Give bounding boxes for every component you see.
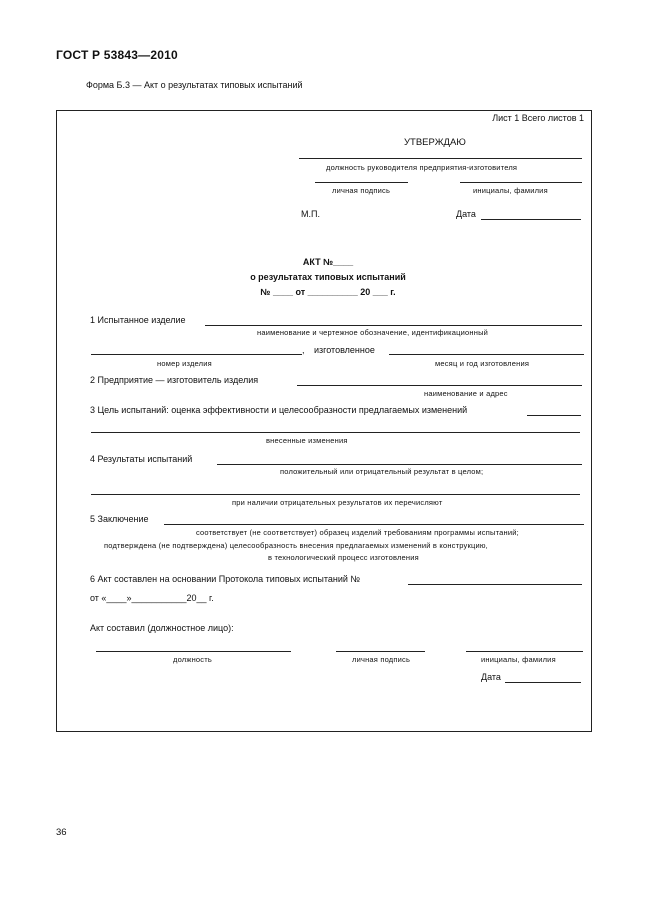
approve-position-caption: должность руководителя предприятия-изготовителя — [326, 163, 518, 172]
approve-date-line[interactable] — [481, 219, 581, 220]
item4-caption2: при наличии отрицательных результатов их перечисляют — [232, 498, 443, 507]
item3-line-b[interactable] — [91, 432, 580, 433]
approve-position-line[interactable] — [299, 158, 582, 159]
author-label: Акт составил (должностное лицо): — [90, 623, 234, 633]
item1-made-label: изготовленное — [314, 345, 375, 355]
item1-label: 1 Испытанное изделие — [90, 315, 186, 325]
item1-number-caption: номер изделия — [157, 359, 212, 368]
author-position-caption: должность — [173, 655, 212, 664]
item1-made-caption: месяц и год изготовления — [435, 359, 530, 368]
item1-number-line[interactable] — [91, 354, 302, 355]
item5-caption1: соответствует (не соответствует) образец изделий требованиям программы испытаний; — [196, 528, 519, 537]
page-number: 36 — [56, 827, 67, 838]
item1-made-line[interactable] — [389, 354, 584, 355]
sheet-count: Лист 1 Всего листов 1 — [492, 113, 584, 123]
form-frame — [56, 110, 592, 732]
author-name-line[interactable] — [466, 651, 583, 652]
item1-caption: наименование и чертежное обозначение, идентификационный — [257, 328, 489, 337]
item1-product-line[interactable] — [205, 325, 582, 326]
act-title: АКТ №____ — [302, 257, 354, 267]
approve-signature-caption: личная подпись — [332, 186, 391, 195]
standard-header: ГОСТ Р 53843—2010 — [56, 48, 178, 62]
item5-caption2: подтверждена (не подтверждена) целесообразность внесения предлагаемых изменений в конструкцию, — [104, 541, 488, 550]
item4-caption1: положительный или отрицательный результат в целом; — [280, 467, 484, 476]
approve-name-line[interactable] — [460, 182, 582, 183]
item6-line[interactable] — [408, 584, 582, 585]
form-title: Форма Б.3 — Акт о результатах типовых испытаний — [86, 80, 303, 90]
author-date-line[interactable] — [505, 682, 581, 683]
item4-label: 4 Результаты испытаний — [90, 454, 193, 464]
item5-label: 5 Заключение — [90, 514, 149, 524]
author-name-caption: инициалы, фамилия — [481, 655, 556, 664]
item3-caption: внесенные изменения — [266, 436, 348, 445]
approve-signature-line[interactable] — [315, 182, 408, 183]
item6-label: 6 Акт составлен на основании Протокола типовых испытаний № — [90, 574, 361, 584]
item2-label: 2 Предприятие — изготовитель изделия — [90, 375, 259, 385]
item3-line-a[interactable] — [527, 415, 581, 416]
item5-line[interactable] — [164, 524, 584, 525]
act-subtitle: о результатах типовых испытаний — [250, 272, 406, 282]
stamp-label: М.П. — [301, 209, 320, 219]
author-signature-line[interactable] — [336, 651, 425, 652]
item4-line-a[interactable] — [217, 464, 582, 465]
item1-comma: , — [302, 345, 305, 355]
item5-caption3: в технологический процесс изготовления — [268, 553, 419, 562]
item4-line-b[interactable] — [91, 494, 580, 495]
approve-name-caption: инициалы, фамилия — [473, 186, 548, 195]
item6-date: от «____»___________20__ г. — [90, 593, 214, 603]
item2-caption: наименование и адрес — [424, 389, 508, 398]
approve-date-label: Дата — [456, 209, 476, 219]
act-number-date: № ____ от __________ 20 ___ г. — [260, 287, 396, 297]
author-signature-caption: личная подпись — [352, 655, 411, 664]
author-date-label: Дата — [481, 672, 501, 682]
item2-line[interactable] — [297, 385, 582, 386]
item3-label: 3 Цель испытаний: оценка эффективности и целесообразности предлагаемых изменений — [90, 405, 468, 415]
author-position-line[interactable] — [96, 651, 291, 652]
approve-title: УТВЕРЖДАЮ — [404, 137, 466, 148]
